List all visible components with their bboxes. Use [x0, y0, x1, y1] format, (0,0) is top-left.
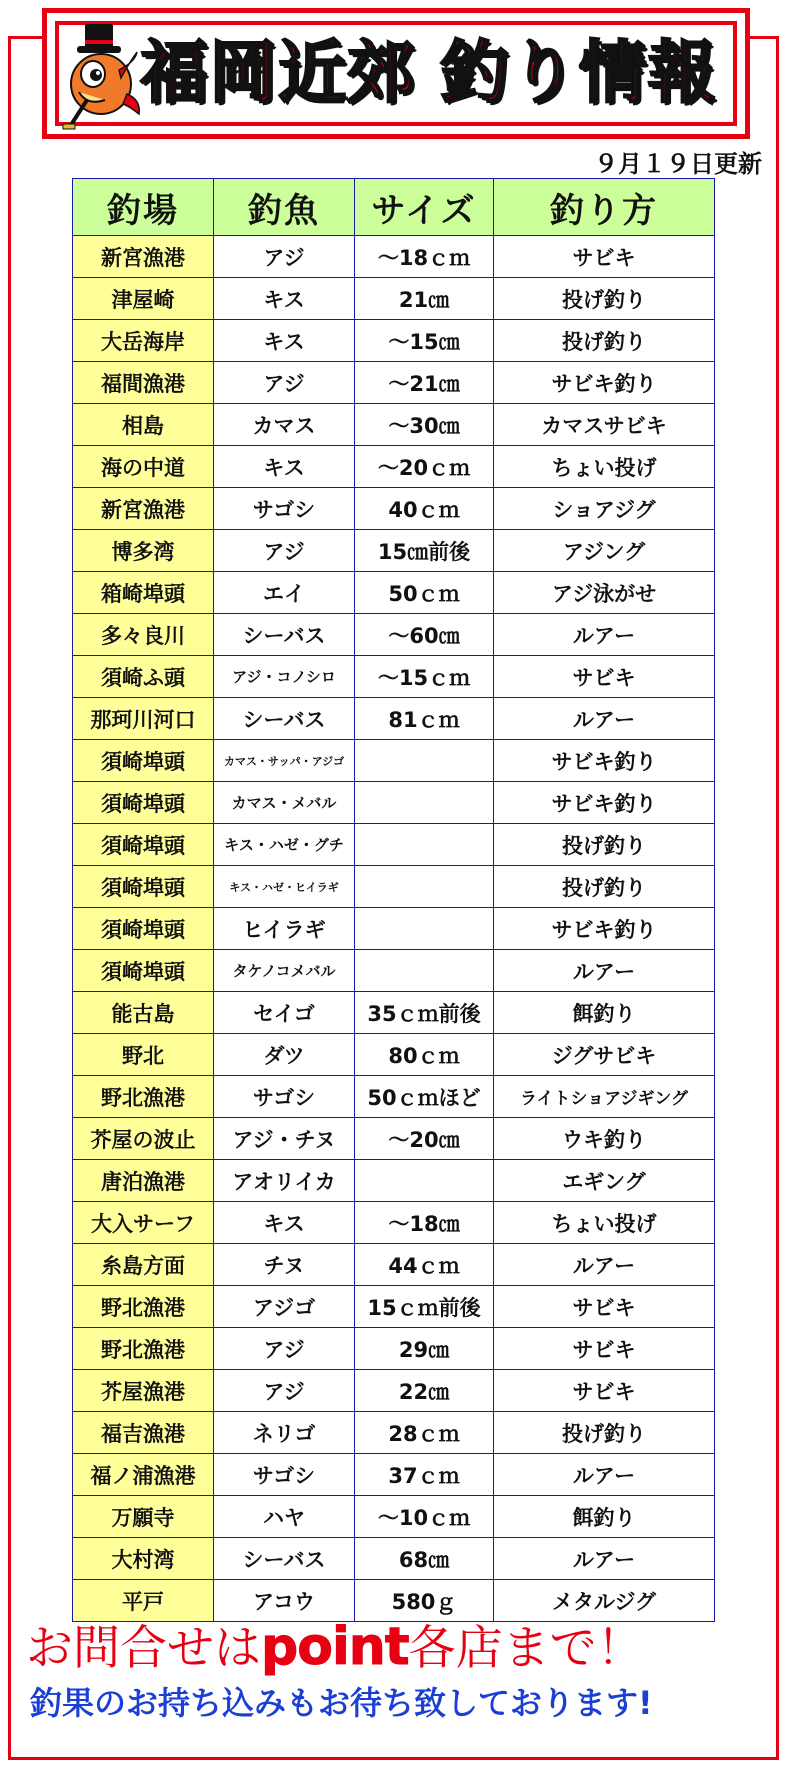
cell-spot: 万願寺 — [73, 1496, 214, 1538]
cell-method: メタルジグ — [494, 1580, 715, 1622]
cell-fish: キス — [214, 446, 355, 488]
cell-size: 580ｇ — [355, 1580, 494, 1622]
cell-spot: 大入サーフ — [73, 1202, 214, 1244]
footer-contact — [26, 1617, 766, 1679]
table-row — [73, 1076, 715, 1118]
cell-spot: 那珂川河口 — [73, 698, 214, 740]
header-size: サイズ — [355, 179, 494, 236]
cell-spot: 唐泊漁港 — [73, 1160, 214, 1202]
table-row — [73, 908, 715, 950]
fish-mascot-logo — [57, 22, 141, 132]
table-row — [73, 404, 715, 446]
cell-size: 80ｃｍ — [355, 1034, 494, 1076]
cell-method: サビキ釣り — [494, 362, 715, 404]
cell-fish: カマス — [214, 404, 355, 446]
cell-size: 68㎝ — [355, 1538, 494, 1580]
cell-fish: アジ・チヌ — [214, 1118, 355, 1160]
table-row — [73, 1034, 715, 1076]
cell-size: 35ｃｍ前後 — [355, 992, 494, 1034]
cell-method: カマスサビキ — [494, 404, 715, 446]
table-row — [73, 1328, 715, 1370]
cell-size: 29㎝ — [355, 1328, 494, 1370]
cell-method: 投げ釣り — [494, 866, 715, 908]
table-row — [73, 1244, 715, 1286]
cell-method: ライトショアジギング — [494, 1076, 715, 1118]
table-row — [73, 1370, 715, 1412]
cell-method: 投げ釣り — [494, 1412, 715, 1454]
cell-size: ～20ｃｍ — [355, 446, 494, 488]
cell-size: 28ｃｍ — [355, 1412, 494, 1454]
cell-size: ～21㎝ — [355, 362, 494, 404]
cell-fish: サゴシ — [214, 488, 355, 530]
cell-fish: キス — [214, 1202, 355, 1244]
footer-contact-prefix: お問合せは — [26, 1621, 261, 1676]
cell-spot: 須崎埠頭 — [73, 824, 214, 866]
cell-fish: シーバス — [214, 698, 355, 740]
cell-method: ウキ釣り — [494, 1118, 715, 1160]
cell-spot: 芥屋の波止 — [73, 1118, 214, 1160]
footer-contact-suffix: 各店まで！ — [408, 1621, 644, 1676]
cell-spot: 博多湾 — [73, 530, 214, 572]
cell-spot: 野北漁港 — [73, 1328, 214, 1370]
cell-fish: アジ — [214, 530, 355, 572]
cell-spot: 福間漁港 — [73, 362, 214, 404]
cell-spot: 福ノ浦漁港 — [73, 1454, 214, 1496]
table-row — [73, 782, 715, 824]
cell-fish: ネリゴ — [214, 1412, 355, 1454]
cell-size: 22㎝ — [355, 1370, 494, 1412]
cell-spot: 新宮漁港 — [73, 488, 214, 530]
cell-fish: シーバス — [214, 1538, 355, 1580]
cell-method: サビキ — [494, 1286, 715, 1328]
cell-method: アジ泳がせ — [494, 572, 715, 614]
cell-spot: 平戸 — [73, 1580, 214, 1622]
cell-fish: アジ — [214, 1328, 355, 1370]
table-row — [73, 362, 715, 404]
table-row — [73, 1538, 715, 1580]
table-row — [73, 278, 715, 320]
table-body — [73, 236, 715, 1622]
cell-fish: チヌ — [214, 1244, 355, 1286]
cell-spot: 須崎埠頭 — [73, 740, 214, 782]
cell-size: ～18ｃｍ — [355, 236, 494, 278]
cell-fish: サゴシ — [214, 1454, 355, 1496]
cell-size: ～20㎝ — [355, 1118, 494, 1160]
cell-fish: サゴシ — [214, 1076, 355, 1118]
cell-spot: 海の中道 — [73, 446, 214, 488]
cell-method: エギング — [494, 1160, 715, 1202]
table-row — [73, 488, 715, 530]
table-row — [73, 992, 715, 1034]
table-row — [73, 824, 715, 866]
header-method: 釣り方 — [494, 179, 715, 236]
cell-fish: ヒイラギ — [214, 908, 355, 950]
table-row — [73, 950, 715, 992]
cell-spot: 芥屋漁港 — [73, 1370, 214, 1412]
cell-size: ～30㎝ — [355, 404, 494, 446]
cell-size: ～18㎝ — [355, 1202, 494, 1244]
cell-fish: タケノコメバル — [214, 950, 355, 992]
cell-spot: 福吉漁港 — [73, 1412, 214, 1454]
cell-method: ルアー — [494, 950, 715, 992]
cell-spot: 相島 — [73, 404, 214, 446]
cell-fish: アジ — [214, 1370, 355, 1412]
cell-fish: ダツ — [214, 1034, 355, 1076]
cell-fish: キス — [214, 320, 355, 362]
cell-size — [355, 950, 494, 992]
footer-message: 釣果のお持ち込みもお待ち致しております! — [30, 1684, 653, 1722]
table-row — [73, 320, 715, 362]
cell-size: 21㎝ — [355, 278, 494, 320]
cell-size: 50ｃｍほど — [355, 1076, 494, 1118]
table-row — [73, 530, 715, 572]
cell-method: サビキ — [494, 656, 715, 698]
cell-spot: 大岳海岸 — [73, 320, 214, 362]
table-row — [73, 614, 715, 656]
table-row — [73, 1496, 715, 1538]
header-spot: 釣場 — [73, 179, 214, 236]
cell-fish: アジ — [214, 362, 355, 404]
cell-spot: 須崎埠頭 — [73, 950, 214, 992]
cell-size: ～60㎝ — [355, 614, 494, 656]
cell-size: 81ｃｍ — [355, 698, 494, 740]
cell-spot: 須崎埠頭 — [73, 782, 214, 824]
cell-size — [355, 866, 494, 908]
cell-fish: アジゴ — [214, 1286, 355, 1328]
table-header-row — [73, 179, 715, 236]
cell-spot: 糸島方面 — [73, 1244, 214, 1286]
update-date: ９月１９日更新 — [594, 150, 762, 178]
cell-method: 投げ釣り — [494, 320, 715, 362]
cell-fish: ハヤ — [214, 1496, 355, 1538]
cell-method: 餌釣り — [494, 1496, 715, 1538]
cell-method: サビキ釣り — [494, 908, 715, 950]
cell-size — [355, 782, 494, 824]
table-row — [73, 1118, 715, 1160]
cell-fish: キス・ハゼ・ヒイラギ — [214, 866, 355, 908]
cell-method: サビキ — [494, 236, 715, 278]
cell-fish: アジ・コノシロ — [214, 656, 355, 698]
point-logo: point — [261, 1617, 409, 1677]
cell-method: ルアー — [494, 614, 715, 656]
cell-size: ～10ｃｍ — [355, 1496, 494, 1538]
cell-method: ショアジグ — [494, 488, 715, 530]
cell-fish: アコウ — [214, 1580, 355, 1622]
cell-size: ～15㎝ — [355, 320, 494, 362]
cell-size: 44ｃｍ — [355, 1244, 494, 1286]
cell-size: 40ｃｍ — [355, 488, 494, 530]
cell-method: ちょい投げ — [494, 1202, 715, 1244]
cell-fish: アジ — [214, 236, 355, 278]
table-row — [73, 866, 715, 908]
table-row — [73, 656, 715, 698]
cell-size: 37ｃｍ — [355, 1454, 494, 1496]
table-row — [73, 740, 715, 782]
table-row — [73, 236, 715, 278]
cell-size: 15ｃｍ前後 — [355, 1286, 494, 1328]
cell-size: 50ｃｍ — [355, 572, 494, 614]
cell-size: ～15ｃｍ — [355, 656, 494, 698]
cell-size — [355, 908, 494, 950]
cell-method: ルアー — [494, 1454, 715, 1496]
table-row — [73, 1286, 715, 1328]
cell-fish: カマス・メバル — [214, 782, 355, 824]
cell-spot: 新宮漁港 — [73, 236, 214, 278]
cell-method: アジング — [494, 530, 715, 572]
cell-method: サビキ — [494, 1328, 715, 1370]
cell-spot: 箱崎埠頭 — [73, 572, 214, 614]
cell-size: 15㎝前後 — [355, 530, 494, 572]
cell-method: ちょい投げ — [494, 446, 715, 488]
cell-spot: 須崎埠頭 — [73, 866, 214, 908]
fishing-info-table — [72, 178, 714, 1622]
cell-spot: 須崎埠頭 — [73, 908, 214, 950]
cell-method: 投げ釣り — [494, 824, 715, 866]
cell-method: サビキ釣り — [494, 740, 715, 782]
cell-method: ルアー — [494, 698, 715, 740]
cell-fish: キス・ハゼ・グチ — [214, 824, 355, 866]
cell-spot: 大村湾 — [73, 1538, 214, 1580]
cell-size — [355, 740, 494, 782]
cell-spot: 須崎ふ頭 — [73, 656, 214, 698]
cell-method: ルアー — [494, 1244, 715, 1286]
cell-spot: 野北漁港 — [73, 1076, 214, 1118]
cell-method: 餌釣り — [494, 992, 715, 1034]
header-fish: 釣魚 — [214, 179, 355, 236]
cell-method: 投げ釣り — [494, 278, 715, 320]
table-row — [73, 1580, 715, 1622]
cell-fish: エイ — [214, 572, 355, 614]
table-row — [73, 1202, 715, 1244]
cell-method: ジグサビキ — [494, 1034, 715, 1076]
table-row — [73, 698, 715, 740]
table-row — [73, 1160, 715, 1202]
cell-spot: 津屋崎 — [73, 278, 214, 320]
cell-fish: セイゴ — [214, 992, 355, 1034]
table-row — [73, 446, 715, 488]
cell-fish: キス — [214, 278, 355, 320]
table-row — [73, 572, 715, 614]
table-row — [73, 1412, 715, 1454]
cell-method: サビキ — [494, 1370, 715, 1412]
cell-size — [355, 1160, 494, 1202]
cell-fish: シーバス — [214, 614, 355, 656]
cell-fish: カマス・サッパ・アジゴ — [214, 740, 355, 782]
cell-method: サビキ釣り — [494, 782, 715, 824]
cell-spot: 多々良川 — [73, 614, 214, 656]
cell-spot: 野北 — [73, 1034, 214, 1076]
page-title: 福岡近郊 釣り情報 — [140, 34, 717, 113]
cell-size — [355, 824, 494, 866]
cell-spot: 能古島 — [73, 992, 214, 1034]
table-row — [73, 1454, 715, 1496]
cell-method: ルアー — [494, 1538, 715, 1580]
cell-fish: アオリイカ — [214, 1160, 355, 1202]
cell-spot: 野北漁港 — [73, 1286, 214, 1328]
